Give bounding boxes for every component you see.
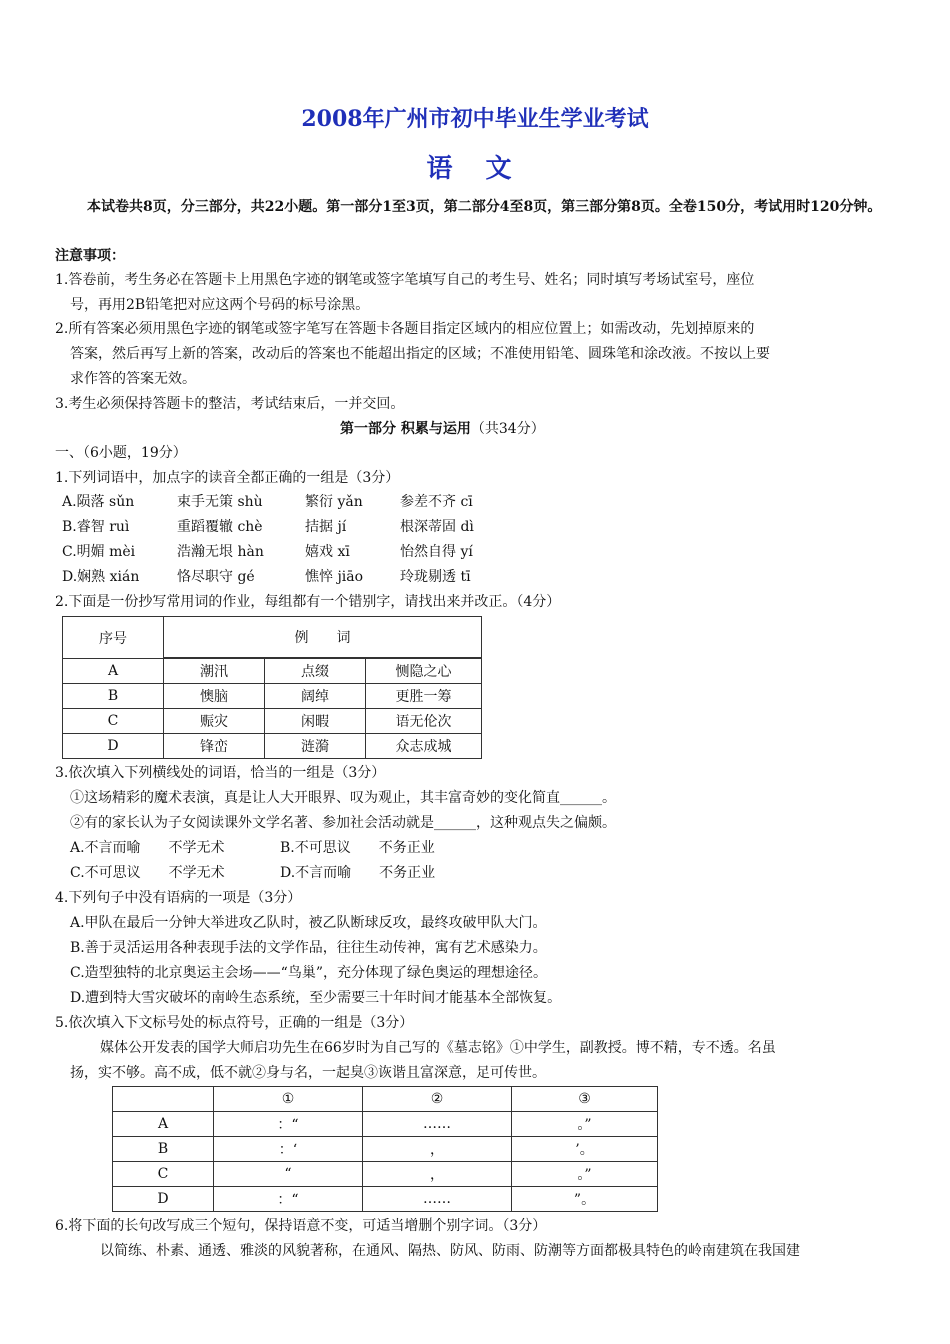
q5-cell: ① bbox=[214, 1087, 363, 1112]
note-2-line-3: 求作答的答案无效。 bbox=[70, 371, 196, 387]
q1-a-2: 束手无策 shù bbox=[177, 494, 263, 510]
q5-cell: C bbox=[113, 1162, 214, 1187]
table-row bbox=[63, 659, 482, 684]
q1-b-3: 拮据 jí bbox=[305, 519, 347, 535]
q5-cell: ， bbox=[363, 1162, 512, 1187]
q4-option-a: A.甲队在最后一分钟大举进攻乙队时，被乙队断球反攻，最终攻破甲队大门。 bbox=[70, 915, 547, 931]
q5-cell: ”。 bbox=[512, 1187, 658, 1212]
q5-stem: 5.依次填入下文标号处的标点符号，正确的一组是（3分） bbox=[55, 1015, 414, 1031]
q5-cell bbox=[113, 1087, 214, 1112]
q1-b-1: B.睿智 ruì bbox=[62, 519, 130, 535]
q2-cell: 锋峦 bbox=[164, 734, 265, 759]
note-2-line-2: 答案，然后再写上新的答案，改动后的答案也不能超出指定的区域；不准使用铅笔、圆珠笔和涂改液。不按以上要 bbox=[70, 346, 770, 362]
table-row bbox=[63, 734, 482, 759]
q3-option-b: B.不可思议 不务正业 bbox=[280, 840, 435, 856]
q5-cell: B bbox=[113, 1137, 214, 1162]
q3-option-c: C.不可思议 不学无术 bbox=[70, 865, 225, 881]
q5-cell: 。” bbox=[512, 1162, 658, 1187]
q2-cell: 恻隐之心 bbox=[366, 659, 482, 684]
note-2-line-1: 2.所有答案必须用黑色字迹的钢笔或签字笔写在答题卡各题目指定区域内的相应位置上；如需改动，先划掉原来的 bbox=[55, 321, 755, 337]
q2-col-no: 序号 bbox=[63, 617, 164, 659]
q5-cell: ③ bbox=[512, 1087, 658, 1112]
q3-stem: 3.依次填入下列横线处的词语，恰当的一组是（3分） bbox=[55, 765, 386, 781]
q2-cell: A bbox=[63, 659, 164, 684]
q2-cell: 潮汛 bbox=[164, 659, 265, 684]
part-1-heading bbox=[340, 419, 545, 439]
q1-c-4: 怡然自得 yí bbox=[400, 544, 473, 560]
table-row bbox=[63, 709, 482, 734]
q3-sentence-1: ①这场精彩的魔术表演，真是让人大开眼界、叹为观止，其丰富奇妙的变化简直______。 bbox=[70, 790, 616, 806]
q1-stem: 1.下列词语中，加点字的读音全都正确的一组是（3分） bbox=[55, 470, 400, 486]
q5-cell: ② bbox=[363, 1087, 512, 1112]
q4-stem: 4.下列句子中没有语病的一项是（3分） bbox=[55, 890, 302, 906]
q1-c-3: 嬉戏 xī bbox=[305, 544, 350, 560]
q5-cell: A bbox=[113, 1112, 214, 1137]
notes-heading: 注意事项： bbox=[55, 248, 125, 264]
q5-cell: 。” bbox=[512, 1112, 658, 1137]
note-1-line-2: 号，再用2B铅笔把对应这两个号码的标号涂黑。 bbox=[70, 297, 370, 313]
q5-passage-2: 扬，实不够。高不成，低不就②身与名，一起臭③诙谐且富深意，足可传世。 bbox=[70, 1065, 546, 1081]
table-row bbox=[113, 1087, 658, 1112]
q2-stem: 2.下面是一份抄写常用词的作业，每组都有一个错别字，请找出来并改正。（4分） bbox=[55, 594, 561, 610]
q2-cell: 闲暇 bbox=[265, 709, 366, 734]
subject-title: 语 文 bbox=[426, 154, 524, 184]
table-row bbox=[113, 1162, 658, 1187]
part-1-score: （共34分） bbox=[470, 421, 545, 437]
q2-table bbox=[62, 616, 482, 759]
q1-d-2: 恪尽职守 gé bbox=[177, 569, 255, 585]
q1-b-4: 根深蒂固 dì bbox=[400, 519, 474, 535]
q2-cell: 语无伦次 bbox=[366, 709, 482, 734]
q5-cell: ：“ bbox=[214, 1112, 363, 1137]
q2-cell: 阔绰 bbox=[265, 684, 366, 709]
exam-title: 2008年广州市初中毕业生学业考试 bbox=[301, 106, 649, 132]
part-1-title: 第一部分 积累与运用 bbox=[340, 421, 471, 437]
q5-cell: …… bbox=[363, 1112, 512, 1137]
q6-stem: 6.将下面的长句改写成三个短句，保持语意不变，可适当增删个别字词。（3分） bbox=[55, 1218, 547, 1234]
q2-cell: 赈灾 bbox=[164, 709, 265, 734]
note-3: 3.考生必须保持答题卡的整洁，考试结束后，一并交回。 bbox=[55, 396, 405, 412]
q4-option-d: D.遭到特大雪灾破坏的南岭生态系统，至少需要三十年时间才能基本全部恢复。 bbox=[70, 990, 562, 1006]
q5-cell: “ bbox=[214, 1162, 363, 1187]
q5-cell: D bbox=[113, 1187, 214, 1212]
q1-d-4: 玲珑剔透 tī bbox=[400, 569, 471, 585]
exam-intro: 本试卷共8页，分三部分，共22小题。第一部分1至3页，第二部分4至8页，第三部分第8页。全卷150分，考试用时120分钟。 bbox=[87, 199, 882, 215]
q1-a-1: A.陨落 sǔn bbox=[62, 494, 135, 510]
q1-b-2: 重蹈覆辙 chè bbox=[177, 519, 263, 535]
q6-passage-1: 以简练、朴素、通透、雅淡的风貌著称，在通风、隔热、防风、防雨、防潮等方面都极具特色的岭南建筑在我国建 bbox=[100, 1243, 800, 1259]
q1-c-2: 浩瀚无垠 hàn bbox=[177, 544, 264, 560]
q3-option-d: D.不言而喻 不务正业 bbox=[280, 865, 436, 881]
q2-cell: 涟漪 bbox=[265, 734, 366, 759]
q3-option-a: A.不言而喻 不学无术 bbox=[70, 840, 225, 856]
table-row bbox=[113, 1187, 658, 1212]
q1-d-3: 憔悴 jiāo bbox=[305, 569, 364, 585]
q2-cell: 懊脑 bbox=[164, 684, 265, 709]
q5-table bbox=[112, 1086, 658, 1212]
q3-sentence-2: ②有的家长认为子女阅读课外文学名著、参加社会活动就是______，这种观点失之偏颇。 bbox=[70, 815, 616, 831]
q2-cell: 更胜一筹 bbox=[366, 684, 482, 709]
q2-cell: 点缀 bbox=[265, 659, 366, 684]
table-row bbox=[113, 1112, 658, 1137]
q2-cell: 众志成城 bbox=[366, 734, 482, 759]
q4-option-c: C.造型独特的北京奥运主会场——“鸟巢”，充分体现了绿色奥运的理想途径。 bbox=[70, 965, 547, 981]
table-row bbox=[63, 684, 482, 709]
q1-c-1: C.明媚 mèi bbox=[62, 544, 136, 560]
q5-cell: ’。 bbox=[512, 1137, 658, 1162]
q5-cell: ， bbox=[363, 1137, 512, 1162]
q2-cell: D bbox=[63, 734, 164, 759]
q5-cell: ：‘ bbox=[214, 1137, 363, 1162]
q2-col-words: 例 词 bbox=[164, 617, 482, 658]
note-1-line-1: 1.答卷前，考生务必在答题卡上用黑色字迹的钢笔或签字笔填写自己的考生号、姓名；同时填写考场试室号，座位 bbox=[55, 272, 755, 288]
q5-passage-1: 媒体公开发表的国学大师启功先生在66岁时为自己写的《墓志铭》①中学生，副教授。博不精，专不透。名虽 bbox=[100, 1040, 776, 1056]
table-row bbox=[113, 1137, 658, 1162]
q1-d-1: D.娴熟 xián bbox=[62, 569, 140, 585]
q2-cell: B bbox=[63, 684, 164, 709]
q5-cell: ：“ bbox=[214, 1187, 363, 1212]
q1-a-3: 繁衍 yǎn bbox=[305, 494, 363, 510]
q4-option-b: B.善于灵活运用各种表现手法的文学作品，往往生动传神，寓有艺术感染力。 bbox=[70, 940, 547, 956]
q2-cell: C bbox=[63, 709, 164, 734]
q5-cell: …… bbox=[363, 1187, 512, 1212]
q1-a-4: 参差不齐 cī bbox=[400, 494, 473, 510]
section-1-heading: 一、（6小题，19分） bbox=[55, 445, 187, 461]
